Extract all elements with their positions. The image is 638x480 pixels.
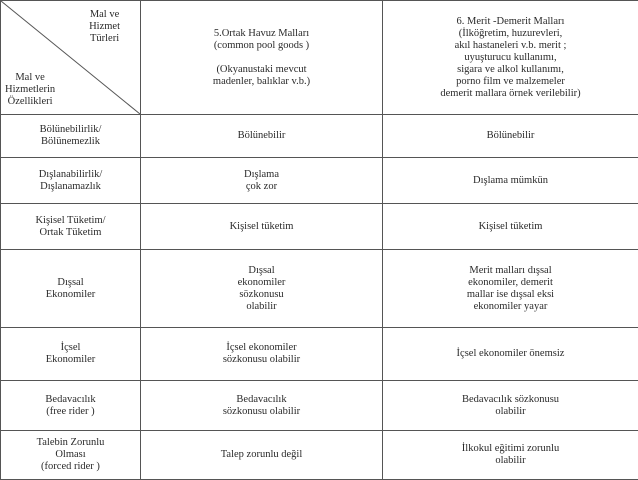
row-label: Dışlanabilirlik/ Dışlanamazlık xyxy=(1,158,141,204)
cell-value: Bölünebilir xyxy=(141,115,383,158)
header-row xyxy=(1,1,638,115)
cell-value: Dışlama mümkün xyxy=(383,158,638,204)
column-header-common-pool-goods xyxy=(141,1,383,115)
table-row xyxy=(1,204,638,250)
goods-properties-label: Mal ve Hizmetlerin Özellikleri xyxy=(5,72,55,108)
merit-demerit-goods-header-text: 6. Merit -Demerit Malları (İlköğretim, huzurevleri, akıl hastaneleri v.b. merit ; uyuşturucu kullanımı, sigara ve alkol kullanımı, porno film ve malzemeler demerit mallara örnek verilebilir) xyxy=(440,16,580,99)
cell-value: İlkokul eğitimi zorunlu olabilir xyxy=(383,431,638,480)
row-label: Talebin Zorunlu Olması (forced rider ) xyxy=(1,431,141,480)
cell-value: Bölünebilir xyxy=(383,115,638,158)
cell-value: Dışsal ekonomiler sözkonusu olabilir xyxy=(141,250,383,328)
cell-value: İçsel ekonomiler önemsiz xyxy=(383,328,638,381)
row-label: Kişisel Tüketim/ Ortak Tüketim xyxy=(1,204,141,250)
goods-types-label: Mal ve Hizmet Türleri xyxy=(89,9,120,45)
table-row xyxy=(1,158,638,204)
row-label: Bedavacılık (free rider ) xyxy=(1,381,141,431)
cell-value: Dışlama çok zor xyxy=(141,158,383,204)
cell-value: Kişisel tüketim xyxy=(383,204,638,250)
table-row xyxy=(1,250,638,328)
corner-cell xyxy=(1,1,141,115)
cell-value: Bedavacılık sözkonusu olabilir xyxy=(383,381,638,431)
cell-value: Merit malları dışsal ekonomiler, demerit mallar ise dışsal eksi ekonomiler yayar xyxy=(383,250,638,328)
common-pool-goods-header-text: 5.Ortak Havuz Malları (common pool goods ) (Okyanustaki mevcut madenler, balıklar v.b.) xyxy=(213,28,310,87)
table-row xyxy=(1,328,638,381)
cell-value: Talep zorunlu değil xyxy=(141,431,383,480)
cell-value: İçsel ekonomiler sözkonusu olabilir xyxy=(141,328,383,381)
table-row xyxy=(1,115,638,158)
cell-value: Kişisel tüketim xyxy=(141,204,383,250)
row-label: Bölünebilirlik/ Bölünemezlik xyxy=(1,115,141,158)
column-header-merit-demerit-goods xyxy=(383,1,638,115)
table-row xyxy=(1,381,638,431)
row-label: İçsel Ekonomiler xyxy=(1,328,141,381)
row-label: Dışsal Ekonomiler xyxy=(1,250,141,328)
table-row xyxy=(1,431,638,480)
cell-value: Bedavacılık sözkonusu olabilir xyxy=(141,381,383,431)
